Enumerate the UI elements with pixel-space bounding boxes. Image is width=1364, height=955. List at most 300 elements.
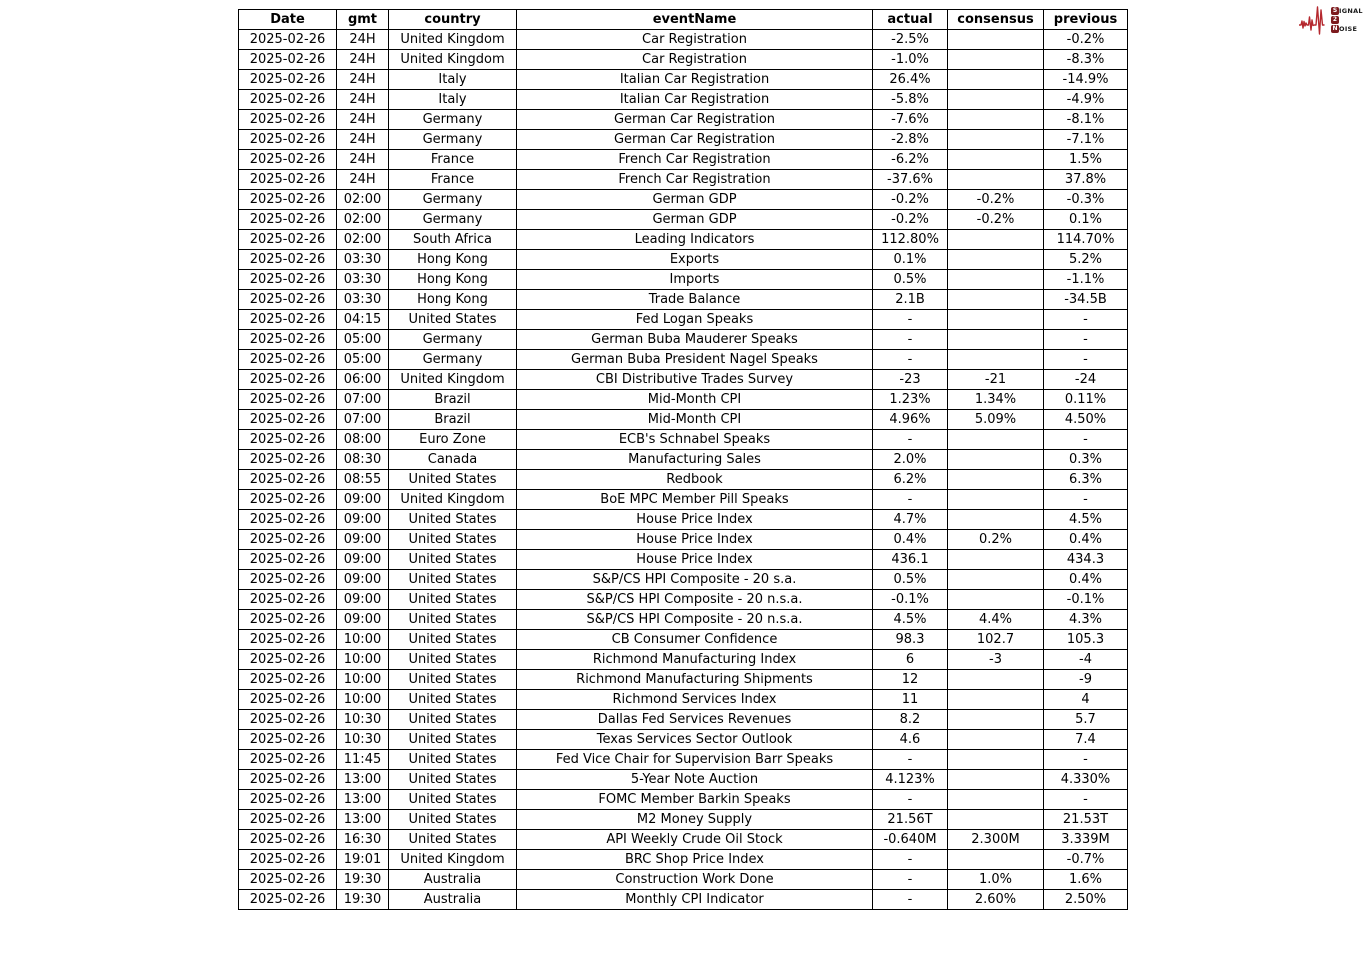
cell-country: Euro Zone (389, 430, 517, 450)
cell-country: United States (389, 770, 517, 790)
cell-date: 2025-02-26 (239, 270, 337, 290)
cell-date: 2025-02-26 (239, 370, 337, 390)
cell-event-name: ECB's Schnabel Speaks (517, 430, 873, 450)
table-row (239, 210, 1128, 230)
cell-previous: 0.11% (1044, 390, 1128, 410)
cell-gmt: 03:30 (337, 290, 389, 310)
cell-previous: -0.1% (1044, 590, 1128, 610)
cell-country: United States (389, 590, 517, 610)
logo-letter-s-icon: S (1332, 7, 1338, 14)
cell-consensus: 2.60% (948, 890, 1044, 910)
cell-actual: 6.2% (873, 470, 948, 490)
cell-gmt: 10:30 (337, 710, 389, 730)
cell-previous: -4 (1044, 650, 1128, 670)
table-row (239, 810, 1128, 830)
cell-event-name: House Price Index (517, 550, 873, 570)
cell-gmt: 24H (337, 50, 389, 70)
cell-country: United States (389, 790, 517, 810)
column-header-actual: actual (873, 10, 948, 30)
cell-event-name: FOMC Member Barkin Speaks (517, 790, 873, 810)
cell-actual: 4.123% (873, 770, 948, 790)
cell-country: United Kingdom (389, 30, 517, 50)
cell-consensus (948, 330, 1044, 350)
cell-date: 2025-02-26 (239, 110, 337, 130)
cell-gmt: 09:00 (337, 590, 389, 610)
cell-previous: -34.5B (1044, 290, 1128, 310)
cell-consensus (948, 450, 1044, 470)
table-row (239, 110, 1128, 130)
cell-date: 2025-02-26 (239, 650, 337, 670)
table-row (239, 470, 1128, 490)
cell-consensus: 0.2% (948, 530, 1044, 550)
cell-previous: 1.5% (1044, 150, 1128, 170)
cell-actual: - (873, 870, 948, 890)
cell-gmt: 24H (337, 130, 389, 150)
cell-consensus: -21 (948, 370, 1044, 390)
table-row (239, 510, 1128, 530)
cell-gmt: 10:30 (337, 730, 389, 750)
cell-actual: -23 (873, 370, 948, 390)
cell-actual: -7.6% (873, 110, 948, 130)
cell-consensus: -3 (948, 650, 1044, 670)
cell-country: Germany (389, 350, 517, 370)
cell-previous: 434.3 (1044, 550, 1128, 570)
cell-previous: 21.53T (1044, 810, 1128, 830)
cell-previous: -4.9% (1044, 90, 1128, 110)
column-header-consensus: consensus (948, 10, 1044, 30)
cell-date: 2025-02-26 (239, 530, 337, 550)
cell-consensus: 1.34% (948, 390, 1044, 410)
cell-gmt: 04:15 (337, 310, 389, 330)
table-row (239, 230, 1128, 250)
cell-event-name: Fed Logan Speaks (517, 310, 873, 330)
cell-country: United States (389, 310, 517, 330)
cell-consensus (948, 70, 1044, 90)
cell-event-name: 5-Year Note Auction (517, 770, 873, 790)
cell-date: 2025-02-26 (239, 830, 337, 850)
cell-consensus (948, 750, 1044, 770)
cell-previous: 4.330% (1044, 770, 1128, 790)
cell-event-name: S&P/CS HPI Composite - 20 n.s.a. (517, 590, 873, 610)
table-row (239, 730, 1128, 750)
cell-date: 2025-02-26 (239, 230, 337, 250)
cell-gmt: 09:00 (337, 510, 389, 530)
cell-country: United States (389, 530, 517, 550)
cell-consensus (948, 490, 1044, 510)
cell-gmt: 07:00 (337, 390, 389, 410)
cell-gmt: 09:00 (337, 550, 389, 570)
cell-event-name: German GDP (517, 210, 873, 230)
cell-previous: -0.7% (1044, 850, 1128, 870)
table-row (239, 450, 1128, 470)
cell-gmt: 08:55 (337, 470, 389, 490)
cell-consensus: 1.0% (948, 870, 1044, 890)
table-row (239, 50, 1128, 70)
cell-consensus (948, 90, 1044, 110)
cell-consensus (948, 810, 1044, 830)
cell-country: United States (389, 710, 517, 730)
cell-actual: 0.5% (873, 570, 948, 590)
cell-previous: 4 (1044, 690, 1128, 710)
table-row (239, 670, 1128, 690)
cell-consensus (948, 690, 1044, 710)
cell-consensus (948, 710, 1044, 730)
cell-event-name: German Car Registration (517, 110, 873, 130)
cell-previous: -0.3% (1044, 190, 1128, 210)
table-row (239, 630, 1128, 650)
cell-date: 2025-02-26 (239, 550, 337, 570)
cell-consensus (948, 510, 1044, 530)
cell-actual: 11 (873, 690, 948, 710)
cell-consensus (948, 230, 1044, 250)
cell-consensus: 5.09% (948, 410, 1044, 430)
cell-event-name: BoE MPC Member Pill Speaks (517, 490, 873, 510)
cell-gmt: 06:00 (337, 370, 389, 390)
cell-actual: -0.2% (873, 210, 948, 230)
cell-date: 2025-02-26 (239, 570, 337, 590)
cell-date: 2025-02-26 (239, 290, 337, 310)
cell-date: 2025-02-26 (239, 250, 337, 270)
table-row (239, 550, 1128, 570)
cell-actual: -0.1% (873, 590, 948, 610)
cell-actual: 1.23% (873, 390, 948, 410)
table-row (239, 490, 1128, 510)
cell-event-name: Imports (517, 270, 873, 290)
cell-actual: -6.2% (873, 150, 948, 170)
table-row (239, 270, 1128, 290)
cell-previous: 6.3% (1044, 470, 1128, 490)
table-row (239, 90, 1128, 110)
cell-actual: - (873, 350, 948, 370)
cell-country: United Kingdom (389, 370, 517, 390)
cell-consensus: -0.2% (948, 190, 1044, 210)
table-row (239, 790, 1128, 810)
cell-event-name: CB Consumer Confidence (517, 630, 873, 650)
cell-gmt: 10:00 (337, 650, 389, 670)
cell-gmt: 03:30 (337, 270, 389, 290)
table-row (239, 390, 1128, 410)
cell-event-name: M2 Money Supply (517, 810, 873, 830)
cell-actual: 112.80% (873, 230, 948, 250)
cell-previous: -0.2% (1044, 30, 1128, 50)
cell-consensus (948, 770, 1044, 790)
cell-consensus (948, 550, 1044, 570)
cell-gmt: 24H (337, 70, 389, 90)
cell-country: France (389, 170, 517, 190)
cell-gmt: 11:45 (337, 750, 389, 770)
cell-actual: 4.6 (873, 730, 948, 750)
cell-previous: -8.1% (1044, 110, 1128, 130)
cell-previous: - (1044, 330, 1128, 350)
cell-date: 2025-02-26 (239, 710, 337, 730)
cell-actual: 0.4% (873, 530, 948, 550)
cell-event-name: Fed Vice Chair for Supervision Barr Speaks (517, 750, 873, 770)
cell-gmt: 03:30 (337, 250, 389, 270)
cell-previous: -14.9% (1044, 70, 1128, 90)
cell-country: Australia (389, 890, 517, 910)
cell-gmt: 09:00 (337, 530, 389, 550)
table-row (239, 590, 1128, 610)
column-header-date: Date (239, 10, 337, 30)
cell-event-name: House Price Index (517, 510, 873, 530)
cell-event-name: S&P/CS HPI Composite - 20 n.s.a. (517, 610, 873, 630)
cell-country: United States (389, 750, 517, 770)
table-body (239, 30, 1128, 910)
cell-gmt: 09:00 (337, 610, 389, 630)
cell-gmt: 19:30 (337, 890, 389, 910)
cell-country: France (389, 150, 517, 170)
cell-date: 2025-02-26 (239, 770, 337, 790)
cell-previous: - (1044, 790, 1128, 810)
table-row (239, 750, 1128, 770)
cell-date: 2025-02-26 (239, 670, 337, 690)
table-row (239, 30, 1128, 50)
cell-actual: 436.1 (873, 550, 948, 570)
cell-previous: 4.50% (1044, 410, 1128, 430)
cell-previous: 2.50% (1044, 890, 1128, 910)
table-header-row (239, 10, 1128, 30)
cell-previous: - (1044, 430, 1128, 450)
cell-date: 2025-02-26 (239, 130, 337, 150)
table-row (239, 130, 1128, 150)
cell-country: Italy (389, 70, 517, 90)
cell-event-name: Car Registration (517, 50, 873, 70)
cell-consensus (948, 350, 1044, 370)
cell-gmt: 16:30 (337, 830, 389, 850)
cell-previous: 0.1% (1044, 210, 1128, 230)
cell-consensus (948, 790, 1044, 810)
cell-event-name: Richmond Manufacturing Index (517, 650, 873, 670)
cell-actual: 12 (873, 670, 948, 690)
cell-previous: 4.5% (1044, 510, 1128, 530)
logo-line-noise (1331, 25, 1363, 33)
cell-consensus (948, 310, 1044, 330)
cell-country: United Kingdom (389, 50, 517, 70)
cell-date: 2025-02-26 (239, 750, 337, 770)
cell-gmt: 10:00 (337, 690, 389, 710)
cell-event-name: Mid-Month CPI (517, 410, 873, 430)
table-row (239, 350, 1128, 370)
cell-country: United States (389, 810, 517, 830)
cell-event-name: Construction Work Done (517, 870, 873, 890)
cell-country: Germany (389, 190, 517, 210)
table-row (239, 370, 1128, 390)
cell-gmt: 02:00 (337, 230, 389, 250)
cell-consensus (948, 270, 1044, 290)
cell-event-name: French Car Registration (517, 150, 873, 170)
cell-gmt: 24H (337, 30, 389, 50)
table-row (239, 770, 1128, 790)
logo-letter-2-icon: 2 (1332, 16, 1338, 23)
cell-previous: -24 (1044, 370, 1128, 390)
cell-actual: 21.56T (873, 810, 948, 830)
cell-consensus (948, 590, 1044, 610)
cell-consensus (948, 430, 1044, 450)
table-row (239, 610, 1128, 630)
table-row (239, 190, 1128, 210)
cell-gmt: 24H (337, 110, 389, 130)
cell-actual: - (873, 490, 948, 510)
cell-event-name: House Price Index (517, 530, 873, 550)
cell-actual: 2.0% (873, 450, 948, 470)
cell-consensus (948, 730, 1044, 750)
cell-gmt: 02:00 (337, 210, 389, 230)
table-row (239, 70, 1128, 90)
cell-previous: - (1044, 350, 1128, 370)
cell-event-name: German Car Registration (517, 130, 873, 150)
cell-consensus: 2.300M (948, 830, 1044, 850)
cell-date: 2025-02-26 (239, 810, 337, 830)
table-row (239, 870, 1128, 890)
cell-previous: 5.7 (1044, 710, 1128, 730)
logo-line-2 (1331, 16, 1363, 24)
cell-actual: 26.4% (873, 70, 948, 90)
cell-consensus (948, 670, 1044, 690)
table-row (239, 290, 1128, 310)
cell-gmt: 19:30 (337, 870, 389, 890)
cell-gmt: 09:00 (337, 570, 389, 590)
cell-date: 2025-02-26 (239, 730, 337, 750)
cell-date: 2025-02-26 (239, 890, 337, 910)
cell-event-name: Italian Car Registration (517, 70, 873, 90)
cell-date: 2025-02-26 (239, 490, 337, 510)
cell-country: United Kingdom (389, 490, 517, 510)
cell-consensus (948, 50, 1044, 70)
cell-consensus (948, 170, 1044, 190)
economic-calendar-table (238, 9, 1128, 910)
cell-country: Brazil (389, 410, 517, 430)
cell-event-name: German Buba President Nagel Speaks (517, 350, 873, 370)
cell-event-name: French Car Registration (517, 170, 873, 190)
cell-consensus: 102.7 (948, 630, 1044, 650)
cell-actual: 2.1B (873, 290, 948, 310)
cell-date: 2025-02-26 (239, 690, 337, 710)
cell-country: Germany (389, 210, 517, 230)
cell-date: 2025-02-26 (239, 590, 337, 610)
table-row (239, 150, 1128, 170)
cell-event-name: CBI Distributive Trades Survey (517, 370, 873, 390)
cell-actual: - (873, 330, 948, 350)
cell-gmt: 13:00 (337, 790, 389, 810)
logo-letter-n-icon: N (1332, 25, 1338, 32)
cell-actual: - (873, 430, 948, 450)
signal2noise-logo (1299, 3, 1363, 37)
logo-text-oise: OISE (1339, 25, 1358, 33)
cell-previous: - (1044, 750, 1128, 770)
table-row (239, 850, 1128, 870)
table-row (239, 310, 1128, 330)
cell-actual: - (873, 890, 948, 910)
cell-previous: 0.3% (1044, 450, 1128, 470)
cell-country: Hong Kong (389, 270, 517, 290)
cell-country: United Kingdom (389, 850, 517, 870)
cell-date: 2025-02-26 (239, 90, 337, 110)
table-row (239, 830, 1128, 850)
table-row (239, 710, 1128, 730)
cell-previous: -7.1% (1044, 130, 1128, 150)
table-row (239, 170, 1128, 190)
cell-actual: 4.96% (873, 410, 948, 430)
table-row (239, 690, 1128, 710)
cell-gmt: 08:00 (337, 430, 389, 450)
cell-gmt: 02:00 (337, 190, 389, 210)
table-row (239, 410, 1128, 430)
cell-consensus (948, 130, 1044, 150)
cell-previous: 3.339M (1044, 830, 1128, 850)
cell-event-name: Exports (517, 250, 873, 270)
cell-country: Hong Kong (389, 290, 517, 310)
table-row (239, 530, 1128, 550)
cell-country: United States (389, 470, 517, 490)
cell-gmt: 05:00 (337, 350, 389, 370)
cell-country: United States (389, 690, 517, 710)
cell-previous: - (1044, 310, 1128, 330)
column-header-event-name: eventName (517, 10, 873, 30)
cell-event-name: German Buba Mauderer Speaks (517, 330, 873, 350)
logo-text (1331, 7, 1363, 33)
cell-country: Hong Kong (389, 250, 517, 270)
cell-date: 2025-02-26 (239, 850, 337, 870)
cell-gmt: 19:01 (337, 850, 389, 870)
cell-consensus (948, 470, 1044, 490)
cell-consensus: 4.4% (948, 610, 1044, 630)
cell-date: 2025-02-26 (239, 70, 337, 90)
cell-actual: 6 (873, 650, 948, 670)
cell-actual: -37.6% (873, 170, 948, 190)
cell-country: United States (389, 610, 517, 630)
cell-event-name: Dallas Fed Services Revenues (517, 710, 873, 730)
cell-previous: -1.1% (1044, 270, 1128, 290)
cell-event-name: Trade Balance (517, 290, 873, 310)
cell-actual: 4.7% (873, 510, 948, 530)
cell-date: 2025-02-26 (239, 330, 337, 350)
cell-event-name: Richmond Services Index (517, 690, 873, 710)
cell-country: Germany (389, 330, 517, 350)
cell-date: 2025-02-26 (239, 150, 337, 170)
cell-country: Canada (389, 450, 517, 470)
waveform-icon (1299, 3, 1330, 37)
cell-gmt: 24H (337, 150, 389, 170)
cell-previous: 114.70% (1044, 230, 1128, 250)
cell-event-name: S&P/CS HPI Composite - 20 s.a. (517, 570, 873, 590)
cell-country: United States (389, 650, 517, 670)
cell-actual: -5.8% (873, 90, 948, 110)
cell-date: 2025-02-26 (239, 630, 337, 650)
cell-gmt: 24H (337, 170, 389, 190)
cell-event-name: Redbook (517, 470, 873, 490)
cell-country: United States (389, 570, 517, 590)
cell-date: 2025-02-26 (239, 870, 337, 890)
cell-date: 2025-02-26 (239, 510, 337, 530)
cell-event-name: BRC Shop Price Index (517, 850, 873, 870)
cell-date: 2025-02-26 (239, 170, 337, 190)
cell-actual: 0.1% (873, 250, 948, 270)
cell-date: 2025-02-26 (239, 430, 337, 450)
cell-date: 2025-02-26 (239, 210, 337, 230)
cell-event-name: Monthly CPI Indicator (517, 890, 873, 910)
cell-consensus (948, 110, 1044, 130)
cell-actual: - (873, 750, 948, 770)
cell-gmt: 07:00 (337, 410, 389, 430)
cell-country: Brazil (389, 390, 517, 410)
cell-actual: - (873, 790, 948, 810)
cell-country: United States (389, 630, 517, 650)
cell-actual: -0.2% (873, 190, 948, 210)
cell-consensus: -0.2% (948, 210, 1044, 230)
cell-actual: -1.0% (873, 50, 948, 70)
cell-event-name: Richmond Manufacturing Shipments (517, 670, 873, 690)
logo-text-ignal: IGNAL (1339, 7, 1363, 15)
